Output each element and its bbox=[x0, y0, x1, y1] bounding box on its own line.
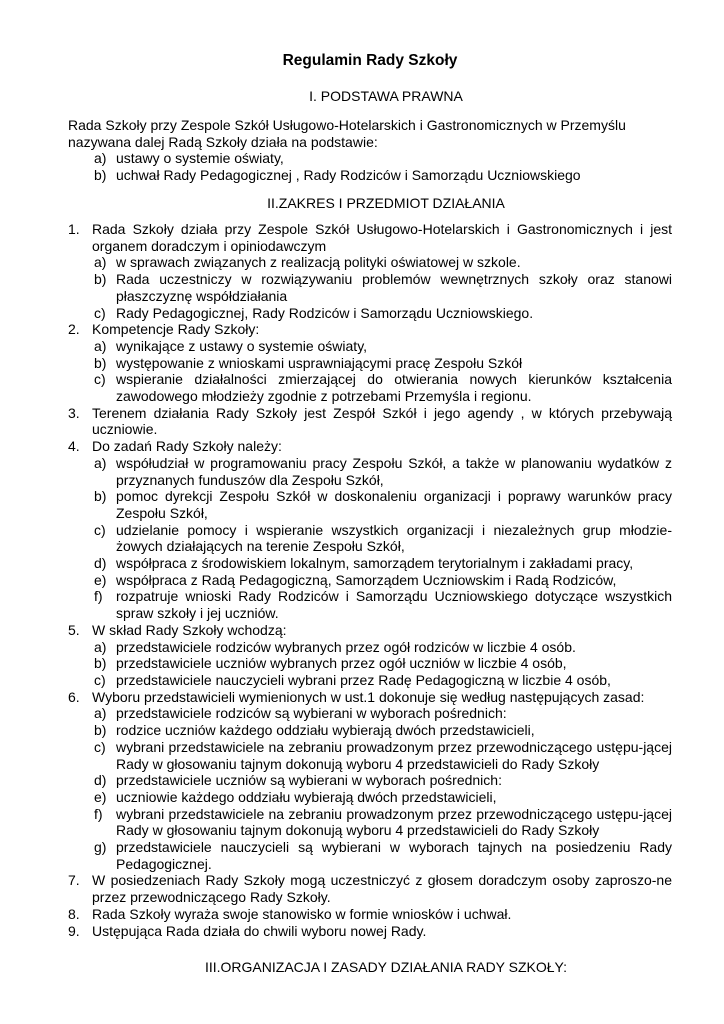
sub-point-list bbox=[68, 705, 672, 872]
point-text: Kompetencje Rady Szkoły: bbox=[92, 321, 260, 338]
sub-point-list bbox=[68, 639, 672, 689]
numbered-point bbox=[68, 438, 672, 622]
sub-point-letter: a) bbox=[94, 454, 107, 471]
sub-point bbox=[68, 839, 672, 872]
sub-point bbox=[68, 455, 672, 488]
point-text: Do zadań Rady Szkoły należy: bbox=[92, 438, 282, 455]
sub-point-letter: a) bbox=[94, 337, 107, 354]
section-2-points bbox=[68, 221, 672, 939]
sub-point-text: przedstawiciele rodziców są wybierani w wyborach pośrednich: bbox=[116, 705, 507, 722]
legal-basis-item bbox=[68, 150, 672, 167]
point-text: Rada Szkoły wyraża swoje stanowisko w formie wniosków i uchwał. bbox=[92, 905, 512, 922]
sub-point-letter: e) bbox=[94, 788, 107, 805]
numbered-point bbox=[68, 405, 672, 438]
point-number: 1. bbox=[68, 221, 80, 237]
sub-point-letter: c) bbox=[94, 304, 106, 321]
numbered-point bbox=[68, 689, 672, 873]
sub-point bbox=[68, 655, 672, 672]
point-text: Rada Szkoły działa przy Zespole Szkół Usługowo-Hotelarskich i Gastronomicznych i jest organem doradczym i opiniodawczym bbox=[92, 221, 672, 254]
sub-point-letter: e) bbox=[94, 571, 107, 588]
sub-point bbox=[68, 522, 672, 555]
sub-point-text: występowanie z wnioskami usprawniającymi pracę Zespołu Szkół bbox=[116, 354, 523, 371]
item-text: ustawy o systemie oświaty, bbox=[116, 150, 284, 167]
point-text: Wyboru przedstawicieli wymienionych w ust.1 dokonuje się według następujących zasad: bbox=[92, 688, 645, 705]
section-3-heading: III.ORGANIZACJA I ZASADY DZIAŁANIA RADY SZKOŁY: bbox=[204, 959, 568, 975]
sub-point-text: rozpatruje wnioski Rady Rodziców i Samorządu Uczniowskiego dotyczące wszystkich spraw szkoły i jej uczniów. bbox=[116, 588, 672, 622]
sub-point bbox=[68, 371, 672, 404]
sub-point-text: w sprawach związanych z realizacją polityki oświatowej w szkole. bbox=[116, 254, 521, 271]
sub-point bbox=[68, 772, 672, 789]
sub-point-letter: b) bbox=[94, 271, 107, 288]
sub-point-letter: c) bbox=[94, 371, 106, 388]
sub-point bbox=[68, 739, 672, 772]
sub-point-text: rodzice uczniów każdego oddziału wybierają dwóch przedstawicieli, bbox=[116, 722, 535, 739]
sub-point bbox=[68, 806, 672, 839]
sub-point-text: współpraca z Radą Pedagogiczną, Samorządem Uczniowskim i Radą Rodziców, bbox=[116, 571, 617, 588]
sub-point-text: wybrani przedstawiciele na zebraniu prowadzonym przez przewodniczącego ustępu-jącej Rady w głosowaniu tajnym dokonują wyboru 4 przedstawicieli do Rady Szkoły bbox=[116, 805, 672, 839]
sub-point-text: przedstawiciele nauczycieli wybrani przez Radę Pedagogiczną w liczbie 4 osób, bbox=[116, 671, 611, 688]
section-1-heading: I. PODSTAWA PRAWNA bbox=[309, 88, 463, 104]
point-number: 5. bbox=[68, 621, 80, 638]
sub-point-text: pomoc dyrekcji Zespołu Szkół w doskonaleniu organizacji i poprawy warunków pracy Zespołu Szkół, bbox=[116, 488, 672, 521]
intro-line-2: nazywana dalej Radą Szkoły działa na podstawie: bbox=[68, 133, 378, 150]
sub-point bbox=[68, 639, 672, 656]
section-2-body bbox=[68, 221, 672, 939]
sub-point-letter: a) bbox=[94, 705, 107, 722]
sub-point-letter: f) bbox=[94, 588, 103, 605]
point-number: 8. bbox=[68, 905, 80, 922]
point-number: 3. bbox=[68, 404, 80, 421]
sub-point-letter: a) bbox=[94, 254, 107, 271]
sub-point-list bbox=[68, 455, 672, 622]
sub-point bbox=[68, 789, 672, 806]
point-number: 2. bbox=[68, 321, 80, 338]
sub-point-text: przedstawiciele nauczycieli są wybierani w wyborach tajnych na posiedzeniu Rady Pedagogicznej. bbox=[116, 839, 672, 872]
sub-point bbox=[68, 355, 672, 372]
item-letter: b) bbox=[94, 167, 107, 184]
numbered-point bbox=[68, 622, 672, 689]
sub-point bbox=[68, 555, 672, 572]
sub-point-letter: f) bbox=[94, 805, 103, 822]
item-letter: a) bbox=[94, 150, 107, 167]
numbered-point bbox=[68, 221, 672, 321]
point-number: 7. bbox=[68, 872, 80, 889]
item-text: uchwał Rady Pedagogicznej , Rady Rodziców i Samorządu Uczniowskiego bbox=[116, 167, 581, 184]
point-text: W posiedzeniach Rady Szkoły mogą uczestniczyć z głosem doradczym osoby zaproszo-ne przez przewodniczącego Rady Szkoły. bbox=[92, 872, 672, 906]
sub-point-text: przedstawiciele rodziców wybranych przez ogół rodziców w liczbie 4 osób. bbox=[116, 638, 576, 655]
section-2-heading: II.ZAKRES I PRZEDMIOT DZIAŁANIA bbox=[267, 195, 505, 211]
sub-point-letter: a) bbox=[94, 638, 107, 655]
sub-point-letter: b) bbox=[94, 488, 107, 505]
sub-point-text: Rady Pedagogicznej, Rady Rodziców i Samorządu Uczniowskiego. bbox=[116, 304, 534, 321]
numbered-point bbox=[68, 923, 672, 940]
sub-point bbox=[68, 572, 672, 589]
sub-point-text: wspieranie działalności zmierzającej do otwierania nowych kierunków kształcenia zawodowego młodzieży zgodnie z potrzebami Przemyśla i regionu. bbox=[116, 371, 672, 405]
point-text: Terenem działania Rady Szkoły jest Zespół Szkół i jego agendy , w których przebywają uczniowie. bbox=[92, 404, 672, 438]
point-number: 6. bbox=[68, 688, 80, 705]
sub-point-text: przedstawiciele uczniów wybranych przez ogół uczniów w liczbie 4 osób, bbox=[116, 655, 567, 672]
sub-point-letter: c) bbox=[94, 521, 106, 538]
numbered-point bbox=[68, 872, 672, 905]
sub-point-text: przedstawiciele uczniów są wybierani w wyborach pośrednich: bbox=[116, 772, 502, 789]
sub-point-list bbox=[68, 254, 672, 321]
sub-point-letter: d) bbox=[94, 555, 107, 572]
sub-point bbox=[68, 305, 672, 322]
sub-point-text: wybrani przedstawiciele na zebraniu prowadzonym przez przewodniczącego ustępu-jącej Rady w głosowaniu tajnym dokonują wyboru 4 przedstawicieli do Rady Szkoły bbox=[116, 738, 672, 772]
section-1-body bbox=[68, 117, 672, 184]
sub-point bbox=[68, 271, 672, 304]
document-title: Regulamin Rady Szkoły bbox=[282, 52, 458, 69]
intro-line-1: Rada Szkoły przy Zespole Szkół Usługowo-Hotelarskich i Gastronomicznych w Przemyślu bbox=[68, 117, 626, 133]
sub-point-text: współudział w programowaniu pracy Zespołu Szkół, a także w planowaniu wydatków z przyznanych funduszów dla Zespołu Szkół, bbox=[116, 454, 672, 488]
sub-point bbox=[68, 488, 672, 521]
point-text: Ustępująca Rada działa do chwili wyboru nowej Rady. bbox=[92, 922, 427, 939]
sub-point bbox=[68, 254, 672, 271]
sub-point-text: udzielanie pomocy i wspieranie wszystkich organizacji i niezależnych grup młodzie-żowych działających na terenie Zespołu Szkół, bbox=[116, 521, 672, 555]
sub-point bbox=[68, 338, 672, 355]
sub-point-letter: c) bbox=[94, 738, 106, 755]
sub-point bbox=[68, 705, 672, 722]
numbered-point bbox=[68, 321, 672, 405]
sub-point-list bbox=[68, 338, 672, 405]
point-number: 9. bbox=[68, 922, 80, 939]
sub-point-letter: b) bbox=[94, 655, 107, 672]
point-text: W skład Rady Szkoły wchodzą: bbox=[92, 621, 287, 638]
legal-basis-item bbox=[68, 167, 672, 184]
sub-point bbox=[68, 722, 672, 739]
sub-point bbox=[68, 672, 672, 689]
sub-point-letter: g) bbox=[94, 839, 107, 856]
sub-point-letter: b) bbox=[94, 722, 107, 739]
sub-point bbox=[68, 588, 672, 621]
numbered-point bbox=[68, 906, 672, 923]
sub-point-letter: d) bbox=[94, 772, 107, 789]
sub-point-text: wynikające z ustawy o systemie oświaty, bbox=[116, 337, 368, 354]
sub-point-letter: c) bbox=[94, 671, 106, 688]
sub-point-text: uczniowie każdego oddziału wybierają dwóch przedstawicieli, bbox=[116, 788, 497, 805]
legal-basis-list bbox=[68, 150, 672, 183]
point-number: 4. bbox=[68, 438, 80, 455]
sub-point-text: współpraca z środowiskiem lokalnym, samorządem terytorialnym i zakładami pracy, bbox=[116, 555, 634, 572]
sub-point-text: Rada uczestniczy w rozwiązywaniu problemów wewnętrznych szkoły oraz stanowi płaszczyznę współdziałania bbox=[116, 271, 672, 304]
sub-point-letter: b) bbox=[94, 354, 107, 371]
